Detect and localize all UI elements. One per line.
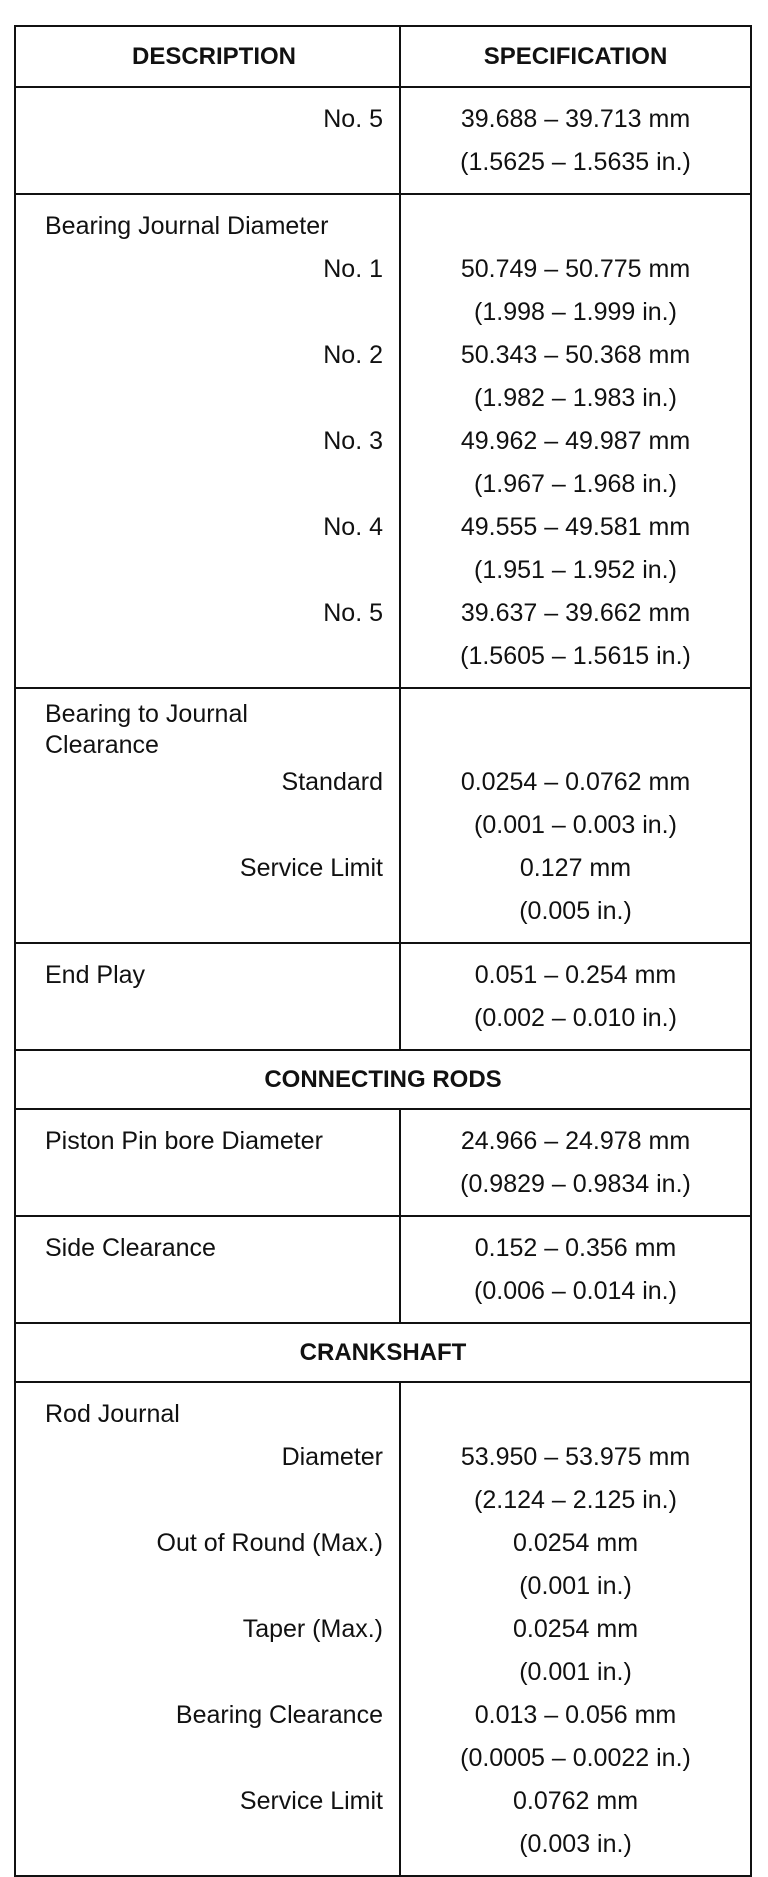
row-label: Standard [281,768,383,796]
row-label: Taper (Max.) [242,1615,383,1643]
spec-mm: 0.051 – 0.254 mm [474,961,677,989]
spec-mm: 53.950 – 53.975 mm [460,1443,691,1471]
spec-in: (0.9829 – 0.9834 in.) [460,1170,691,1198]
spec-in: (0.001 – 0.003 in.) [474,811,677,839]
spec-mm: 0.013 – 0.056 mm [474,1701,677,1729]
header-specification: SPECIFICATION [483,43,668,70]
row-title: Rod Journal [45,1400,180,1428]
spec-in: (1.5625 – 1.5635 in.) [460,148,691,176]
spec-in: (0.001 in.) [519,1572,632,1600]
spec-mm: 39.688 – 39.713 mm [460,105,691,133]
row-label: No. 3 [323,427,383,455]
spec-mm: 49.555 – 49.581 mm [460,513,691,541]
spec-mm: 0.0254 mm [512,1529,639,1557]
spec-mm: 39.637 – 39.662 mm [460,599,691,627]
spec-in: (1.5605 – 1.5615 in.) [460,642,691,670]
spec-mm: 0.0254 – 0.0762 mm [460,768,691,796]
spec-in: (1.967 – 1.968 in.) [474,470,677,498]
row-label: No. 5 [323,105,383,133]
spec-mm: 24.966 – 24.978 mm [460,1127,691,1155]
spec-in: (1.982 – 1.983 in.) [474,384,677,412]
spec-mm: 0.127 mm [519,854,632,882]
section-banner-crankshaft: CRANKSHAFT [16,1322,750,1381]
spec-in: (0.002 – 0.010 in.) [474,1004,677,1032]
row-label: Out of Round (Max.) [156,1529,383,1557]
row-label: End Play [45,961,146,989]
row-title: Bearing Journal Diameter [45,212,329,240]
row-label: Side Clearance [45,1234,216,1262]
row-label: No. 5 [323,599,383,627]
table-row [16,942,750,1049]
spec-mm: 50.749 – 50.775 mm [460,255,691,283]
row-label: Bearing Clearance [175,1701,383,1729]
row-label: Service Limit [239,1787,383,1815]
row-label: No. 1 [323,255,383,283]
table-row [16,1108,750,1215]
table-header [16,27,750,86]
row-label: Service Limit [239,854,383,882]
spec-in: (0.006 – 0.014 in.) [474,1277,677,1305]
spec-mm: 0.0762 mm [512,1787,639,1815]
spec-mm: 0.152 – 0.356 mm [474,1234,677,1262]
spec-table [14,25,752,1877]
spec-in: (0.005 in.) [519,897,632,925]
spec-mm: 50.343 – 50.368 mm [460,341,691,369]
header-description: DESCRIPTION [16,27,401,86]
spec-in: (0.0005 – 0.0022 in.) [460,1744,691,1772]
spec-mm: 0.0254 mm [512,1615,639,1643]
table-row [16,1381,750,1875]
spec-in: (2.124 – 2.125 in.) [474,1486,677,1514]
table-row [16,86,750,193]
table-row [16,193,750,687]
table-row [16,1215,750,1322]
spec-in: (0.001 in.) [519,1658,632,1686]
row-title: Bearing to Journal Clearance [45,700,248,759]
spec-mm: 49.962 – 49.987 mm [460,427,691,455]
spec-in: (1.998 – 1.999 in.) [474,298,677,326]
section-banner-connecting-rods: CONNECTING RODS [16,1049,750,1108]
row-label: No. 2 [323,341,383,369]
spec-in: (1.951 – 1.952 in.) [474,556,677,584]
spec-in: (0.003 in.) [519,1830,632,1858]
row-label: No. 4 [323,513,383,541]
row-label: Piston Pin bore Diameter [45,1127,323,1155]
row-label: Diameter [281,1443,383,1471]
table-row [16,687,750,942]
